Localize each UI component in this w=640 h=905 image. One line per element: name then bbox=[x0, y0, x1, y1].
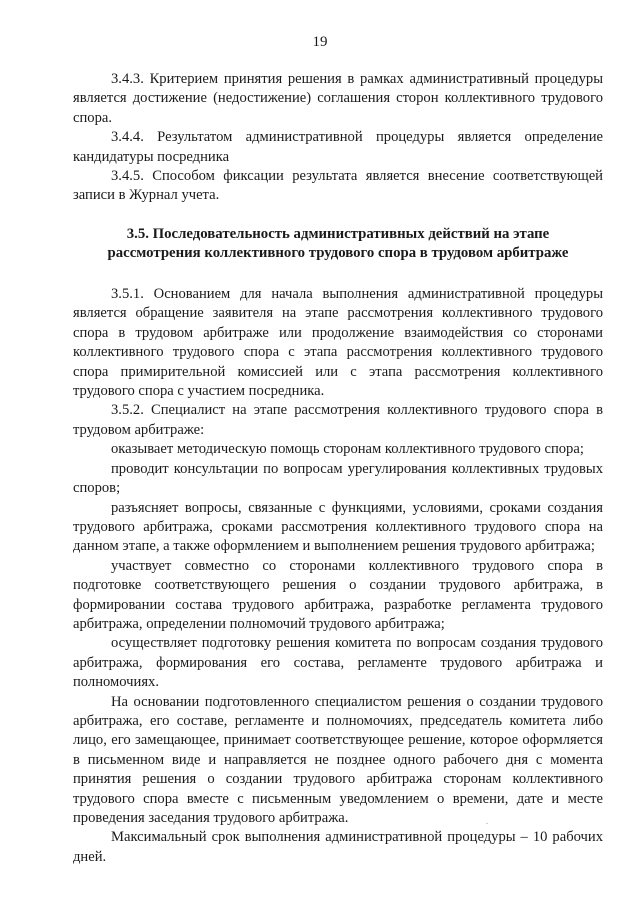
section-title bbox=[73, 225, 603, 264]
section-title-line-2: рассмотрения коллективного трудового спора в трудовом арбитраже bbox=[107, 245, 569, 262]
paragraph-3-4-3: 3.4.3. Критерием принятия решения в рамках административный процедуры является достижение (недостижение) соглашения сторон коллективного трудового спора. bbox=[73, 71, 603, 126]
duty-item-preparation: осуществляет подготовку решения комитета по вопросам создания трудового арбитража, формирования его состава, регламенте трудового арбитража и полномочиях. bbox=[73, 635, 603, 691]
paragraph-max-term: Максимальный срок выполнения административной процедуры – 10 рабочих дней. bbox=[73, 829, 603, 865]
duty-item-participation: участвует совместно со сторонами коллективного трудового спора в подготовке соответствующего решения о создании трудового арбитража, в формировании состава трудового арбитража, разработке регламента трудового арбитража, определении полномочий трудового арбитража; bbox=[73, 557, 603, 632]
document-body bbox=[73, 70, 603, 867]
paragraph-3-5-1: 3.5.1. Основанием для начала выполнения административной процедуры является обращение заявителя на этапе рассмотрения коллективного трудового спора в трудовом арбитраже или продолжение взаимодействия со сторонами коллективного трудового спора с этапа рассмотрения коллективного трудового спора примирительной комиссией или с этапа рассмотрения коллективного трудового спора с участием посредника. bbox=[73, 286, 603, 400]
page-number: 19 bbox=[312, 34, 328, 50]
scan-speck bbox=[486, 823, 488, 824]
paragraph-decision: На основании подготовленного специалистом решения о создании трудового арбитража, его составе, регламенте и полномочиях, председатель комитета либо лицо, его замещающее, принимает соответствующее решение, которое оформляется в письменном виде и направляется не позднее одного рабочего дня с момента принятия решения о создании трудового арбитража сторонам коллективного трудового спора вместе с письменным уведомлением о времени, дате и месте проведения заседания трудового арбитража. bbox=[73, 693, 603, 826]
section-title-line-1: 3.5. Последовательность административных действий на этапе bbox=[126, 225, 550, 242]
paragraph-3-4-5: 3.4.5. Способом фиксации результата является внесение соответствующей записи в Журнал учета. bbox=[73, 168, 603, 204]
duty-item-consultations: проводит консультации по вопросам урегулирования коллективных трудовых споров; bbox=[73, 460, 603, 497]
paragraph-3-5-2: 3.5.2. Специалист на этапе рассмотрения коллективного трудового спора в трудовом арбитраже: bbox=[73, 402, 603, 438]
paragraph-3-4-4: 3.4.4. Результатом административной процедуры является определение кандидатуры посредника bbox=[73, 129, 603, 165]
duty-item-methodical-help: оказывает методическую помощь сторонам коллективного трудового спора; bbox=[111, 441, 584, 458]
duty-item-explanations: разъясняет вопросы, связанные с функциями, условиями, сроками создания трудового арбитража, сроками рассмотрения коллективного трудового спора на данном этапе, а также оформлением и выполнением решения трудового арбитража; bbox=[73, 499, 603, 555]
